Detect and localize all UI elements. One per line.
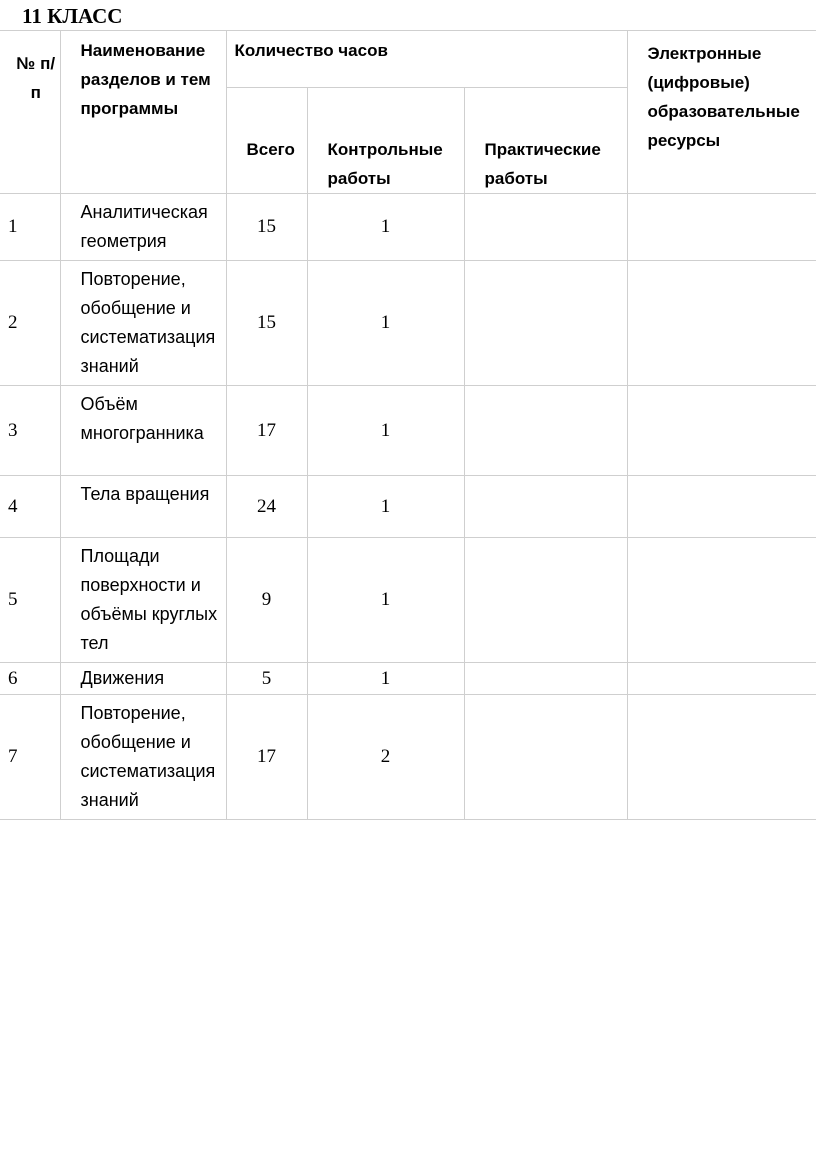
row-total: 17 bbox=[226, 695, 307, 820]
header-num: № п/п bbox=[0, 31, 60, 194]
row-total: 17 bbox=[226, 386, 307, 476]
table-row bbox=[0, 261, 816, 386]
row-practical bbox=[464, 663, 627, 695]
row-total: 5 bbox=[226, 663, 307, 695]
row-num: 2 bbox=[0, 261, 60, 386]
row-total: 9 bbox=[226, 538, 307, 663]
row-num: 6 bbox=[0, 663, 60, 695]
row-num: 4 bbox=[0, 476, 60, 538]
row-control: 1 bbox=[307, 476, 464, 538]
header-name: Наименование разделов и тем программы bbox=[60, 31, 226, 194]
header-practical: Практические работы bbox=[464, 88, 627, 194]
row-num: 3 bbox=[0, 386, 60, 476]
row-resources bbox=[627, 386, 816, 476]
row-control: 1 bbox=[307, 663, 464, 695]
row-resources bbox=[627, 261, 816, 386]
table-row bbox=[0, 386, 816, 476]
table-row bbox=[0, 476, 816, 538]
row-control: 1 bbox=[307, 386, 464, 476]
header-total: Всего bbox=[226, 88, 307, 194]
row-control: 1 bbox=[307, 194, 464, 261]
row-num: 5 bbox=[0, 538, 60, 663]
row-practical bbox=[464, 194, 627, 261]
row-name: Тела вращения bbox=[60, 476, 226, 538]
row-name: Площади поверхности и объёмы круглых тел bbox=[60, 538, 226, 663]
row-name: Повторение, обобщение и систематизация знаний bbox=[60, 695, 226, 820]
row-practical bbox=[464, 386, 627, 476]
row-name: Аналитическая геометрия bbox=[60, 194, 226, 261]
row-total: 24 bbox=[226, 476, 307, 538]
row-resources bbox=[627, 695, 816, 820]
row-resources bbox=[627, 663, 816, 695]
row-control: 1 bbox=[307, 538, 464, 663]
row-total: 15 bbox=[226, 261, 307, 386]
header-control: Контрольные работы bbox=[307, 88, 464, 194]
row-practical bbox=[464, 538, 627, 663]
table-row bbox=[0, 194, 816, 261]
table-row bbox=[0, 695, 816, 820]
table-row bbox=[0, 538, 816, 663]
row-control: 2 bbox=[307, 695, 464, 820]
row-total: 15 bbox=[226, 194, 307, 261]
row-name: Повторение, обобщение и систематизация знаний bbox=[60, 261, 226, 386]
row-num: 7 bbox=[0, 695, 60, 820]
curriculum-table bbox=[0, 30, 816, 820]
row-practical bbox=[464, 695, 627, 820]
row-name: Объём многогранника bbox=[60, 386, 226, 476]
header-resources: Электронные (цифровые) образовательные ресурсы bbox=[627, 31, 816, 194]
row-practical bbox=[464, 476, 627, 538]
row-resources bbox=[627, 538, 816, 663]
header-hours-group: Количество часов bbox=[226, 31, 627, 88]
row-resources bbox=[627, 194, 816, 261]
page-title: 11 КЛАСС bbox=[22, 4, 123, 28]
row-practical bbox=[464, 261, 627, 386]
row-resources bbox=[627, 476, 816, 538]
row-num: 1 bbox=[0, 194, 60, 261]
table-row bbox=[0, 663, 816, 695]
row-control: 1 bbox=[307, 261, 464, 386]
row-name: Движения bbox=[60, 663, 226, 695]
